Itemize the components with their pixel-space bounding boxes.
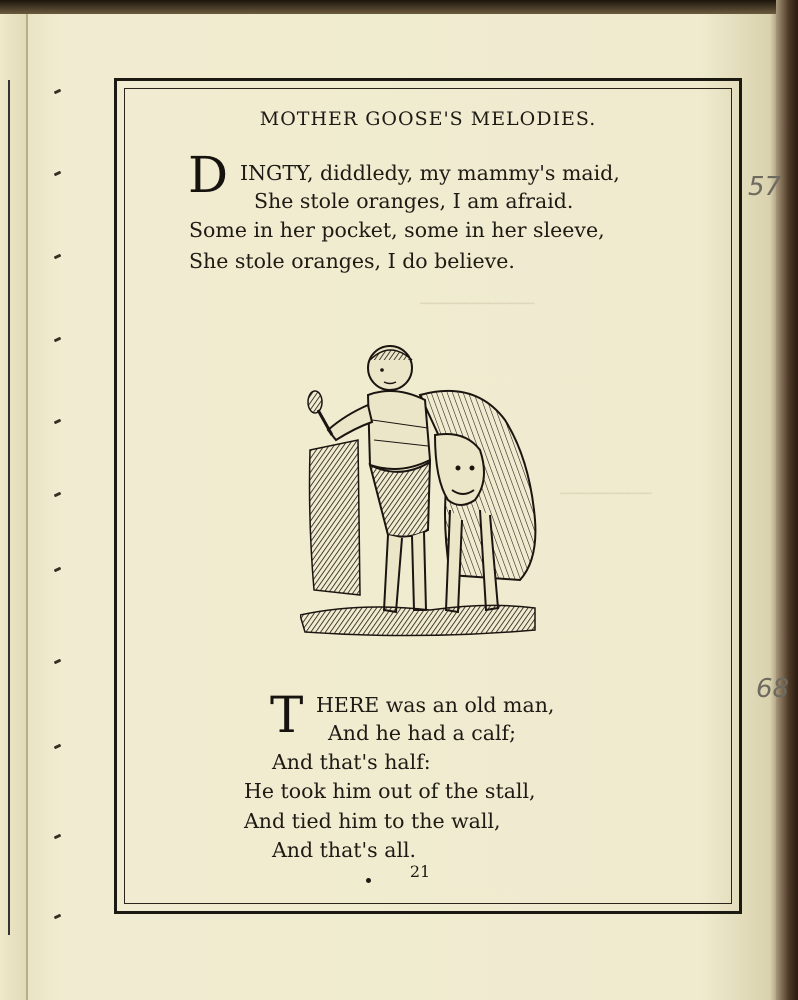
- running-header: MOTHER GOOSE'S MELODIES.: [259, 108, 597, 130]
- pencil-margin-note: 57: [748, 172, 782, 202]
- book-right-edge: [776, 0, 798, 1000]
- drop-cap-t: T: [270, 686, 304, 744]
- verse-line: Some in her pocket, some in her sleeve,: [189, 218, 605, 242]
- woodcut-man-with-calf-icon: [300, 340, 545, 644]
- drop-cap-d: D: [188, 146, 229, 204]
- page-number: 21: [409, 862, 431, 881]
- pencil-margin-note: 68: [756, 674, 790, 704]
- show-through-text: ────────: [560, 483, 652, 505]
- verse-line: He took him out of the stall,: [244, 779, 536, 803]
- left-page-border-rule: [8, 80, 10, 935]
- verse-line: And tied him to the wall,: [244, 809, 501, 833]
- verse-line: And he had a calf;: [328, 721, 517, 745]
- book-top-edge: [0, 0, 798, 14]
- verse-line: INGTY, diddledy, my mammy's maid,: [240, 161, 620, 185]
- verse-line: And that's half:: [272, 750, 431, 774]
- show-through-text: ──────────: [420, 293, 535, 315]
- verse-line: She stole oranges, I am afraid.: [254, 189, 574, 213]
- left-facing-page-edge: [0, 14, 28, 1000]
- ink-speck: [366, 878, 371, 883]
- verse-line: And that's all.: [272, 838, 417, 862]
- verse-line: She stole oranges, I do believe.: [189, 249, 515, 273]
- verse-line: HERE was an old man,: [316, 693, 555, 717]
